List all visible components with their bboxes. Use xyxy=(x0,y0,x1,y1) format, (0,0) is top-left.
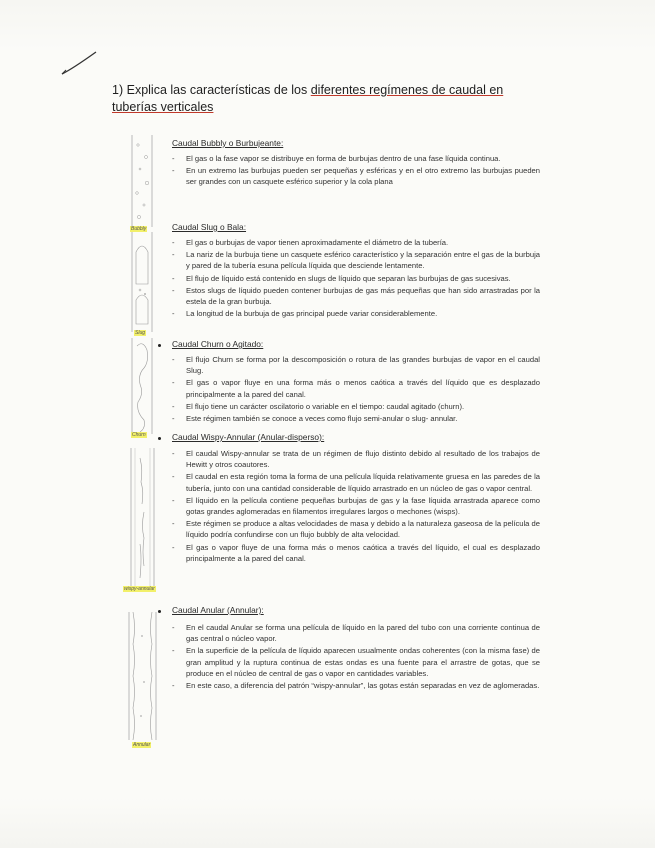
churn-caption: Churn xyxy=(132,432,146,438)
churn-flow-figure xyxy=(128,338,156,434)
list-item: - El flujo tiene un carácter oscilatorio o variable en el tiempo: caudal agitado (churn). xyxy=(172,401,540,412)
annular-flow-figure xyxy=(126,612,160,740)
bubbly-caption: Bubbly xyxy=(131,226,147,232)
heading-bubbly: Caudal Bubbly o Burbujeante: xyxy=(172,138,284,148)
wispy-annular-flow-figure xyxy=(128,448,158,588)
slug-caption: Slug xyxy=(135,330,146,336)
checkmark-annotation xyxy=(60,50,100,80)
list-item: - En el caudal Anular se forma una película de líquido en la pared del tubo con una corriente continua de gas central o núcleo vapor. xyxy=(172,622,540,644)
question-text: Explica las características de los xyxy=(126,83,308,97)
list-item: - El flujo Churn se forma por la descomposición o rotura de las grandes burbujas de vapor en el caudal Slug. xyxy=(172,354,540,376)
list-item: - En este caso, a diferencia del patrón “wispy-annular”, las gotas están separadas en vez de aglomeradas. xyxy=(172,680,540,691)
list-item: - La longitud de la burbuja de gas principal puede variar considerablemente. xyxy=(172,308,540,319)
list-item: - El gas o vapor fluye de una forma más o menos caótica a través del líquido, el cual es desplazado principalmente a la pared del canal. xyxy=(172,542,540,564)
heading-wispy-annular: Caudal Wispy-Annular (Anular-disperso): xyxy=(172,432,325,442)
list-item: - El gas o la fase vapor se distribuye en forma de burbujas dentro de una fase líquida continua. xyxy=(172,153,540,164)
heading-churn: Caudal Churn o Agitado: xyxy=(172,339,264,349)
list-item: - En un extremo las burbujas pueden ser pequeñas y esféricas y en el otro extremo las burbujas pueden ser grandes con un casquete esférico superior y la cola plana xyxy=(172,165,540,187)
list-item: - Este régimen también se conoce a veces como flujo semi-anular o slug- annular. xyxy=(172,413,540,424)
bullet-wispy xyxy=(158,437,161,440)
list-item: - El caudal en esta región toma la forma de una película líquida relativamente gruesa en las paredes de la tubería, junto con una cantidad considerable de líquido arrastrado en un núcleo de gas o vapor central. xyxy=(172,471,540,493)
list-item: - La nariz de la burbuja tiene un casquete esférico característico y la separación entre el gas de la burbuja y pared de la tubería esuna película líquida que desciende lentamente. xyxy=(172,249,540,271)
question-title xyxy=(112,82,542,116)
list-item: - En la superficie de la película de líquido aparecen usualmente ondas coherentes (con la misma fase) de gran amplitud y la ruptura continua de estas ondas es una fuente para el arrastre de gotas, que se produce en el núcleo de central de gas o vapor en cantidades variables. xyxy=(172,645,540,679)
wispy-annular-caption: wispy-annular xyxy=(124,586,155,592)
heading-slug: Caudal Slug o Bala: xyxy=(172,222,247,232)
list-annular xyxy=(172,622,540,692)
list-item: - El gas o vapor fluye en una forma más o menos caótica a través del líquido que es desplazado principalmente a la pared del canal. xyxy=(172,377,540,399)
heading-annular: Caudal Anular (Annular): xyxy=(172,605,264,615)
list-item: - El gas o burbujas de vapor tienen aproximadamente el diámetro de la tubería. xyxy=(172,237,540,248)
list-bubbly xyxy=(172,153,540,189)
list-item: - El líquido en la película contiene pequeñas burbujas de gas y la fase líquida arrastrada aparece como gotas grandes aglomeradas en filamentos irregulares largos o mechones (wisps). xyxy=(172,495,540,517)
list-item: - Estos slugs de líquido pueden contener burbujas de gas más pequeñas que han sido arrastradas por la estela de la gran burbuja. xyxy=(172,285,540,307)
bullet-churn xyxy=(158,344,161,347)
bubbly-flow-figure xyxy=(128,135,156,227)
slug-flow-figure xyxy=(128,232,156,332)
list-item: - Este régimen se produce a altas velocidades de masa y debido a la naturaleza gaseosa de la película de líquido podría confundirse con un flujo bubbly de alta velocidad. xyxy=(172,518,540,540)
annular-caption: Annular xyxy=(133,742,151,748)
list-slug xyxy=(172,237,540,320)
question-underlined-text: diferentes regímenes de caudal en tuberías verticales xyxy=(112,83,504,114)
list-wispy-annular xyxy=(172,448,540,565)
question-number: 1) xyxy=(112,83,124,97)
list-item: - El flujo de líquido está contenido en slugs de líquido que separan las burbujas de gas sucesivas. xyxy=(172,273,540,284)
list-item: - El caudal Wispy-annular se trata de un régimen de flujo distinto debido al resultado de los trabajos de Hewitt y otros coautores. xyxy=(172,448,540,470)
list-churn xyxy=(172,354,540,425)
